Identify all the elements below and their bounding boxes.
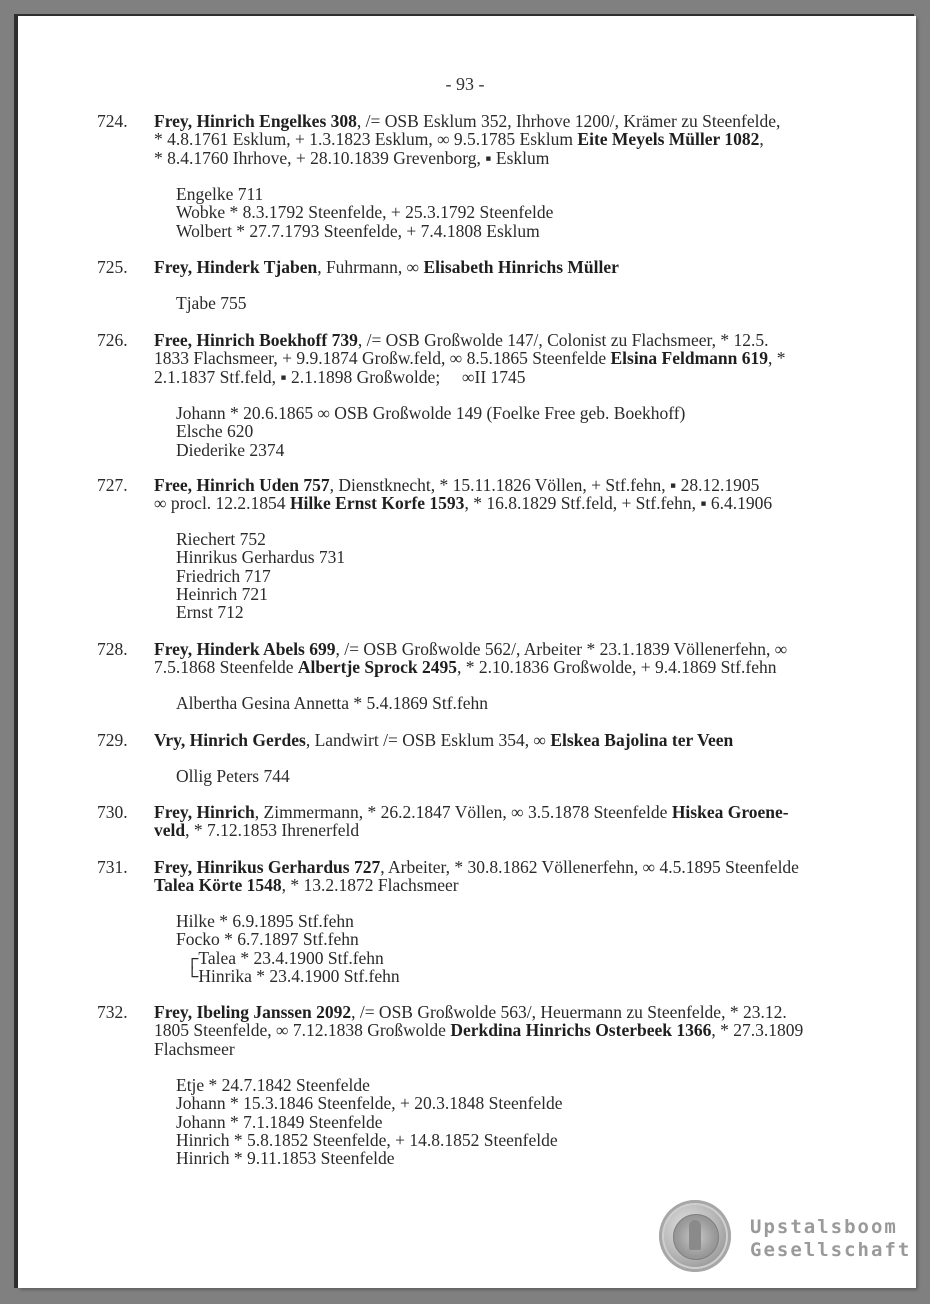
child-line: Albertha Gesina Annetta * 5.4.1869 Stf.fehn — [176, 693, 489, 713]
entry-text: Frey, Hinderk Abels 699, /= OSB Großwolde 562/, Arbeiter * 23.1.1839 Völlenerfehn, ∞ 7.5.1868 Steenfelde Albertje Sprock 2495, * 2.10.1836 Großwolde, + 9.4.1869 Stf.fehn — [154, 639, 788, 678]
entry-text: Free, Hinrich Boekhoff 739, /= OSB Großwolde 147/, Colonist zu Flachsmeer, * 12.5. 1833 Flachsmeer, + 9.9.1874 Großw.feld, ∞ 8.5.1865 Steenfelde Elsina Feldmann 619, * 2.1.1837 Stf.feld, ▪ 2.1.1898 Großwolde; ∞II 1745 — [154, 330, 786, 387]
entry-text: Frey, Ibeling Janssen 2092, /= OSB Großwolde 563/, Heuermann zu Steenfelde, * 23.12. 1805 Steenfelde, ∞ 7.12.1838 Großwolde Derkdina Hinrichs Osterbeek 1366, * 27.3.1809 Flachsmeer — [154, 1002, 804, 1059]
entry-number: 724. — [97, 111, 128, 131]
child-line: Johann * 15.3.1846 Steenfelde, + 20.3.1848 Steenfelde — [176, 1093, 563, 1114]
child-line: Johann * 7.1.1849 Steenfelde — [176, 1111, 383, 1132]
child-line: Tjabe 755 — [176, 293, 247, 313]
child-line: Ollig Peters 744 — [176, 766, 290, 786]
children-726 — [176, 404, 876, 459]
child-line: └Hinrika * 23.4.1900 Stf.fehn — [186, 965, 400, 986]
child-line: Friedrich 717 — [176, 565, 271, 586]
entry-number: 727. — [97, 475, 128, 495]
page-number: - 93 - — [445, 74, 485, 94]
children-728 — [176, 694, 876, 712]
entry-text: Frey, Hinrich, Zimmermann, * 26.2.1847 Völlen, ∞ 3.5.1878 Steenfelde Hiskea Groene- veld, * 7.12.1853 Ihrenerfeld — [154, 802, 789, 841]
entry-number: 730. — [97, 802, 128, 822]
child-line: Heinrich 721 — [176, 583, 268, 604]
child-line: Diederike 2374 — [176, 439, 285, 460]
child-line: ┌Talea * 23.4.1900 Stf.fehn — [186, 947, 384, 968]
child-line: Hinrikus Gerhardus 731 — [176, 547, 346, 568]
child-line: Hinrich * 5.8.1852 Steenfelde, + 14.8.1852 Steenfelde — [176, 1129, 558, 1150]
entry-number: 728. — [97, 639, 128, 659]
child-line: Riechert 752 — [176, 529, 266, 549]
children-725 — [176, 294, 876, 312]
child-line: Wobke * 8.3.1792 Steenfelde, + 25.3.1792 Steenfelde — [176, 202, 554, 223]
entry-text: Free, Hinrich Uden 757, Dienstknecht, * 15.11.1826 Völlen, + Stf.fehn, ▪ 28.12.1905 ∞ procl. 12.2.1854 Hilke Ernst Korfe 1593, * 16.8.1829 Stf.feld, + Stf.fehn, ▪ 6.4.1906 — [154, 475, 773, 514]
child-line: Focko * 6.7.1897 Stf.fehn — [176, 929, 359, 950]
entry-number: 729. — [97, 730, 128, 750]
children-724 — [176, 185, 876, 240]
child-line: Engelke 711 — [176, 184, 264, 204]
child-line: Elsche 620 — [176, 421, 254, 442]
entry-number: 725. — [97, 257, 128, 277]
publisher-line-1: Upstalsboom — [750, 1216, 898, 1238]
children-732 — [176, 1076, 876, 1167]
children-731 — [176, 912, 876, 985]
entry-text: Frey, Hinrich Engelkes 308, /= OSB Esklum 352, Ihrhove 1200/, Krämer zu Steenfelde, * 4.8.1761 Esklum, + 1.3.1823 Esklum, ∞ 9.5.1785 Esklum Eite Meyels Müller 1082, * 8.4.1760 Ihrhove, + 28.10.1839 Grevenborg, ▪ Esklum — [154, 111, 781, 168]
seal-icon — [659, 1200, 731, 1272]
publisher-line-2: Gesellschaft — [750, 1239, 912, 1261]
entry-text: Frey, Hinderk Tjaben, Fuhrmann, ∞ Elisabeth Hinrichs Müller — [154, 257, 619, 277]
child-line: Ernst 712 — [176, 602, 244, 623]
entry-number: 726. — [97, 330, 128, 350]
entry-number: 732. — [97, 1002, 128, 1022]
seal-figure — [689, 1220, 701, 1250]
entry-number: 731. — [97, 857, 128, 877]
children-727 — [176, 530, 876, 621]
child-line: Hilke * 6.9.1895 Stf.fehn — [176, 911, 354, 931]
child-line: Wolbert * 27.7.1793 Steenfelde, + 7.4.1808 Esklum — [176, 220, 540, 241]
publisher-logo-text — [750, 1216, 911, 1262]
child-line: Hinrich * 9.11.1853 Steenfelde — [176, 1148, 395, 1169]
child-line: Etje * 24.7.1842 Steenfelde — [176, 1075, 370, 1095]
child-line: Johann * 20.6.1865 ∞ OSB Großwolde 149 (Foelke Free geb. Boekhoff) — [176, 403, 686, 423]
entry-text: Vry, Hinrich Gerdes, Landwirt /= OSB Esklum 354, ∞ Elskea Bajolina ter Veen — [154, 730, 734, 750]
children-729 — [176, 767, 876, 785]
entry-text: Frey, Hinrikus Gerhardus 727, Arbeiter, * 30.8.1862 Völlenerfehn, ∞ 4.5.1895 Steenfelde Talea Körte 1548, * 13.2.1872 Flachsmeer — [154, 857, 799, 896]
